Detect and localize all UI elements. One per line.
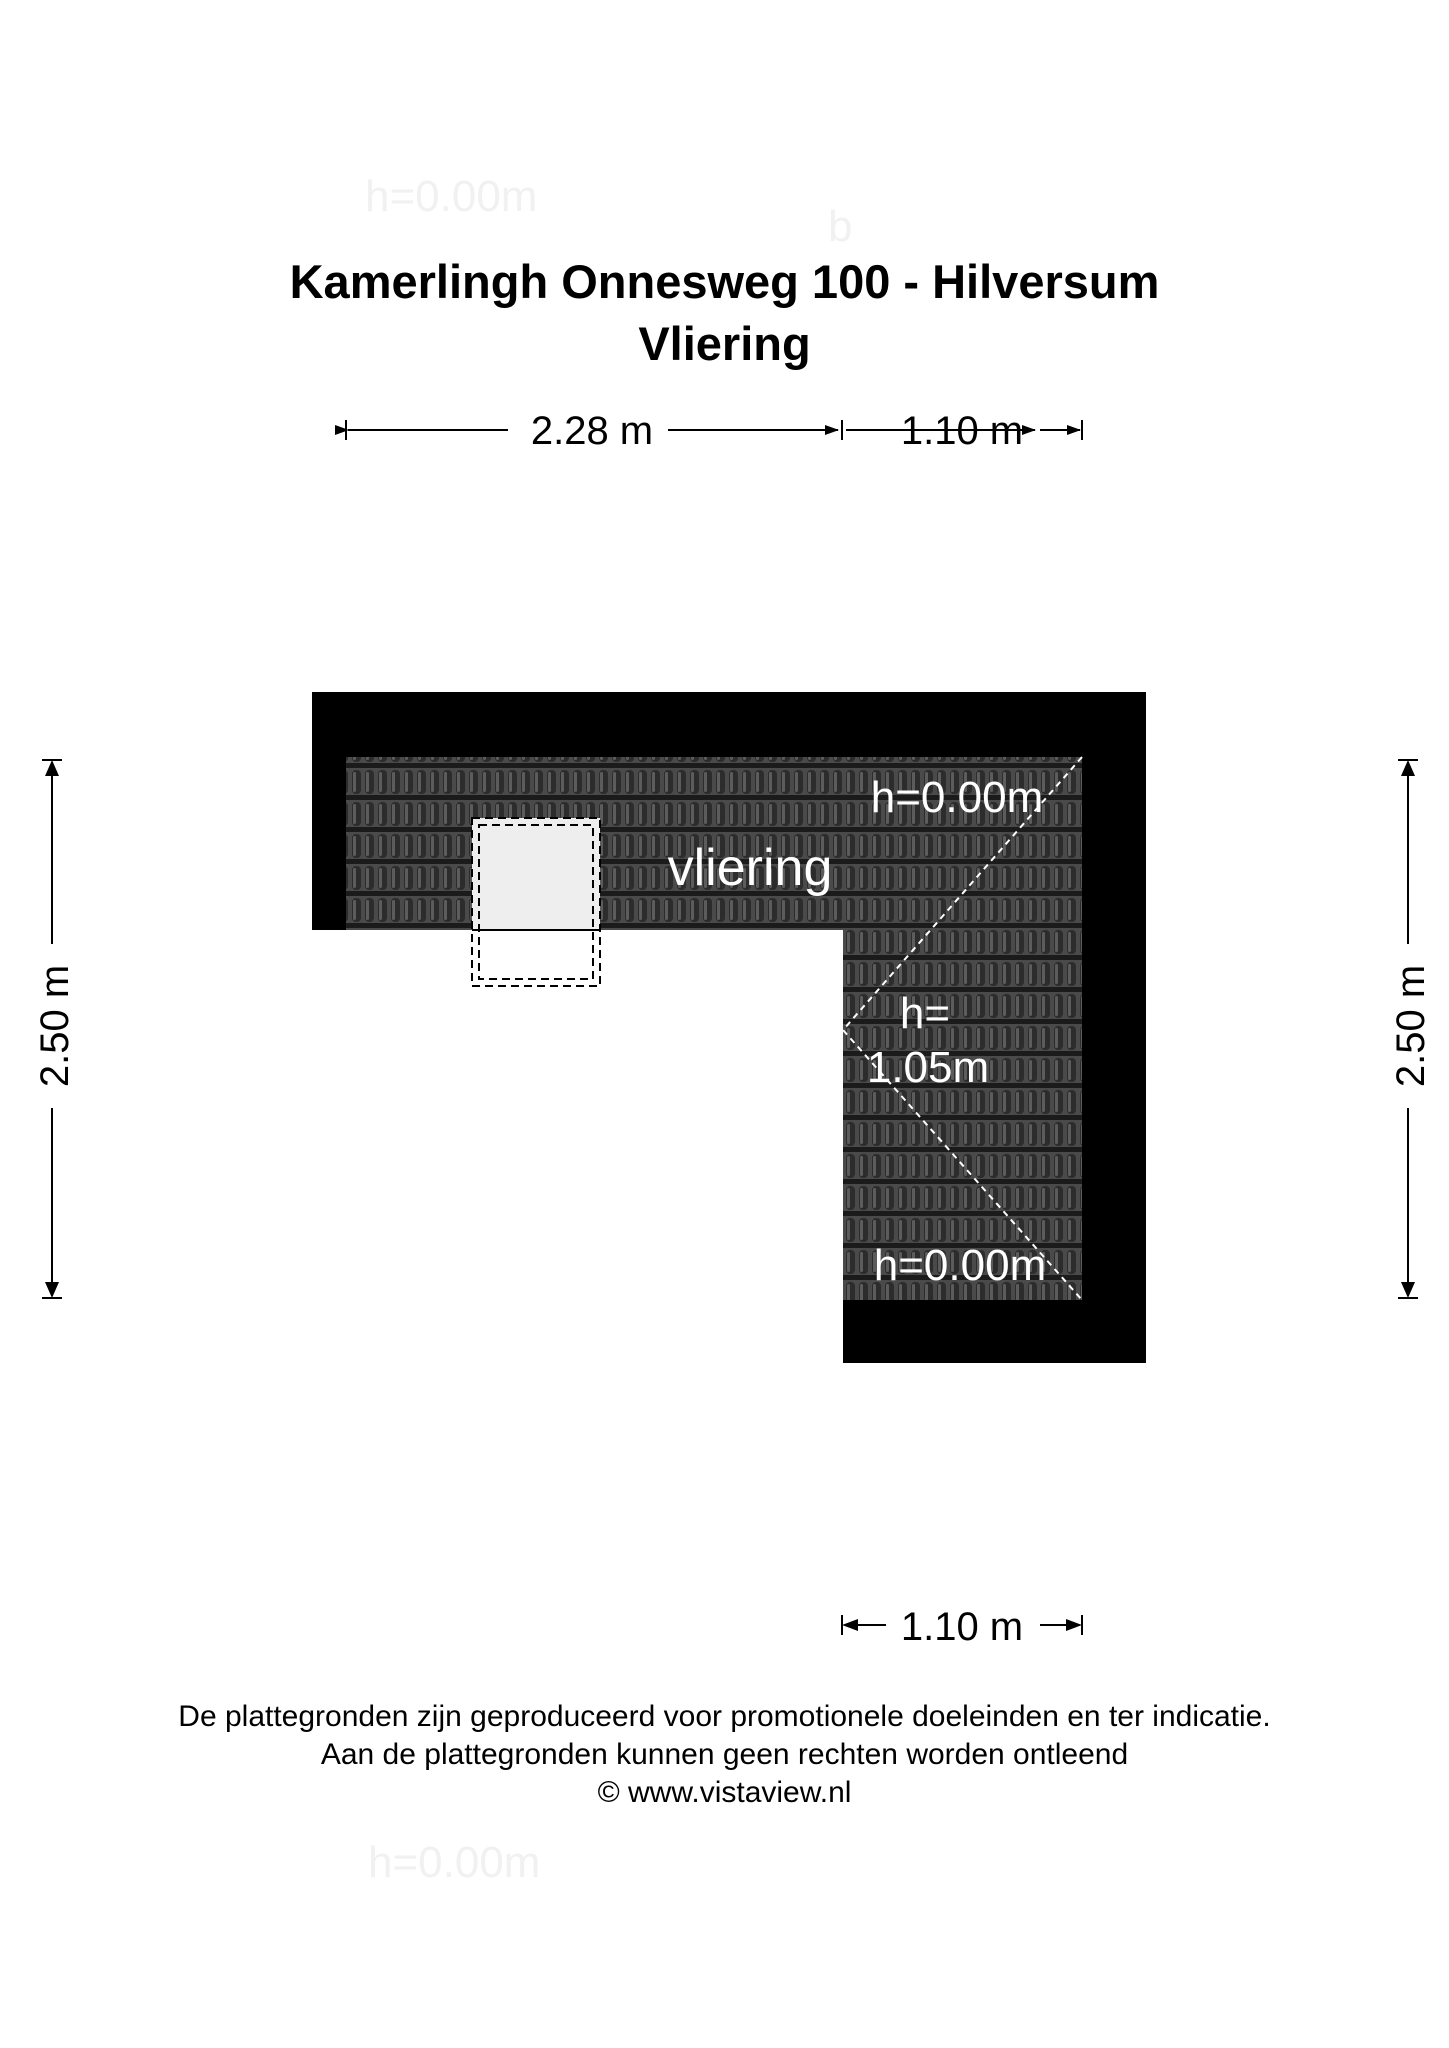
dimension-label-left: 2.50 m [33, 964, 77, 1088]
disclaimer-line-1: De plattegronden zijn geproduceerd voor promotionele doeleinden en ter indicatie. [178, 1700, 1271, 1733]
watermark-height-bottom: h=0.00m [368, 1838, 541, 1887]
room-height-top: h=0.00m [870, 773, 1044, 822]
dimension-label-bottom: 1.10 m [900, 1605, 1024, 1649]
room-height-mid-label: h= [899, 989, 951, 1038]
attic-hatch [472, 818, 600, 986]
watermark-letter: b [828, 202, 853, 251]
dimension-label-top-left: 2.28 m [530, 409, 654, 453]
room-name: vliering [667, 839, 833, 897]
dimension-label-top-right: 1.10 m [900, 409, 1024, 453]
disclaimer-line-2: Aan de plattegronden kunnen geen rechten worden ontleend [320, 1738, 1129, 1771]
dimension-label-right: 2.50 m [1389, 964, 1433, 1088]
floor-title: Vliering [638, 317, 811, 370]
copyright-line: © www.vistaview.nl [597, 1776, 852, 1809]
room-height-bottom: h=0.00m [873, 1241, 1047, 1290]
room-height-mid-value: 1.05m [866, 1043, 990, 1092]
page-title: Kamerlingh Onnesweg 100 - Hilversum [289, 255, 1160, 308]
watermark-height-top: h=0.00m [365, 172, 538, 221]
